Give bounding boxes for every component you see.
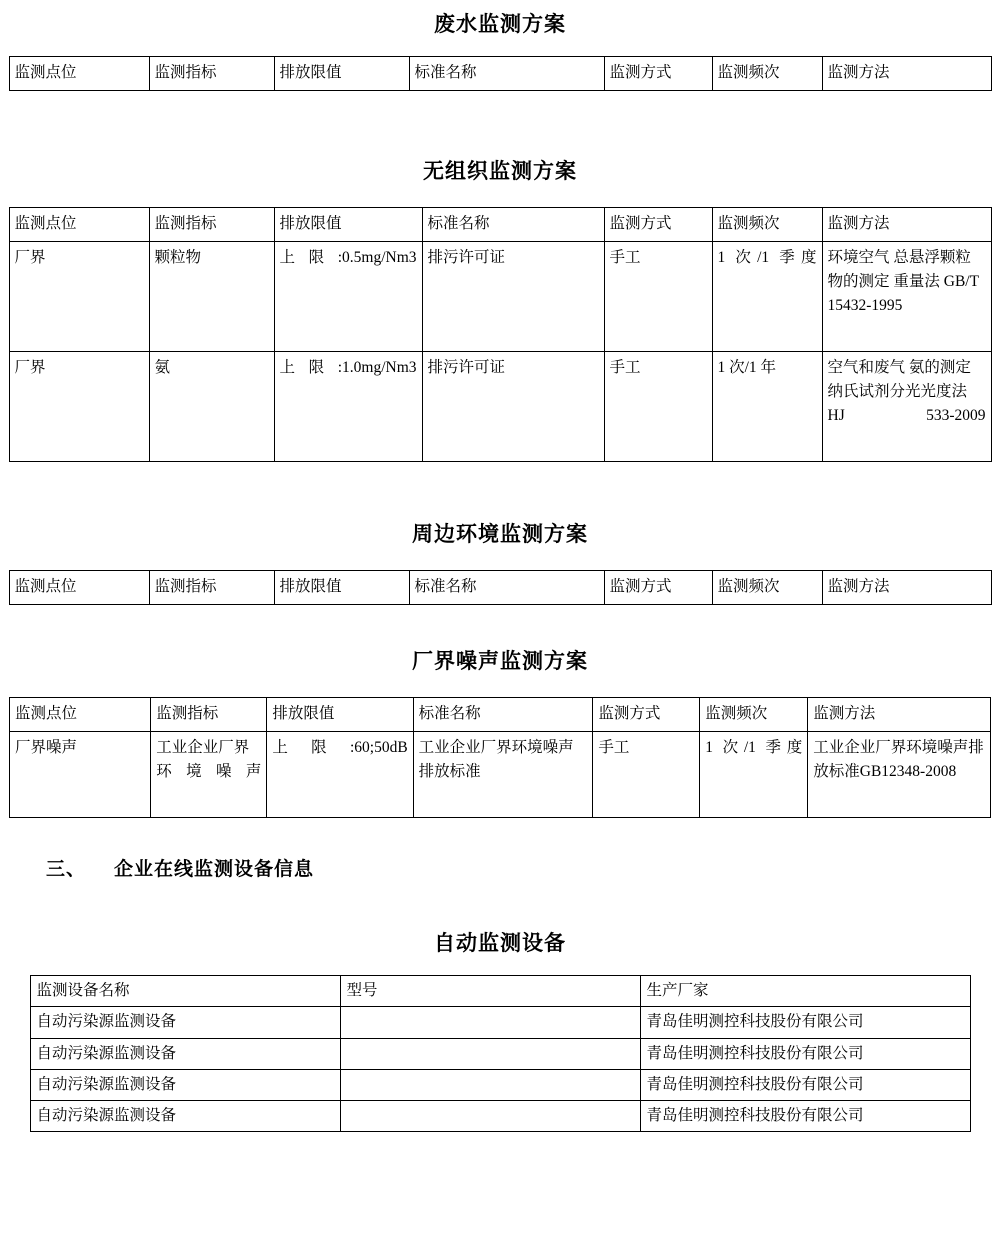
table-header-row: [9, 571, 991, 605]
cell-point: 厂界: [9, 242, 149, 352]
table-header-row: [30, 976, 970, 1007]
cell-limit: 上限:1.0mg/Nm3: [274, 352, 422, 462]
cell-device-manufacturer: 青岛佳明测控科技股份有限公司: [640, 1038, 970, 1069]
heading-text: 企业在线监测设备信息: [114, 859, 315, 881]
table-noise: [9, 697, 991, 818]
table-row: [30, 1038, 970, 1069]
col-header: 型号: [340, 976, 640, 1007]
col-header: 排放限值: [274, 57, 409, 91]
table-row: [9, 242, 991, 352]
col-header: 监测频次: [712, 571, 822, 605]
col-header: 监测方法: [822, 208, 991, 242]
cell-standard: 排污许可证: [422, 352, 604, 462]
col-header: 监测点位: [10, 698, 151, 732]
section-title-auto-equipment: 自动监测设备: [434, 931, 566, 956]
cell-device-manufacturer: 青岛佳明测控科技股份有限公司: [640, 1069, 970, 1100]
cell-indicator: 氨: [149, 352, 274, 462]
col-header: 监测指标: [149, 208, 274, 242]
cell-point: 厂界: [9, 352, 149, 462]
col-header: 监测方式: [593, 698, 700, 732]
cell-device-model: [340, 1101, 640, 1132]
cell-method: 环境空气 总悬浮颗粒物的测定 重量法 GB/T 15432-1995: [822, 242, 991, 352]
col-header: 标准名称: [409, 571, 604, 605]
table-row: [30, 1007, 970, 1038]
heading-number: 三、: [46, 859, 87, 881]
cell-method-type: 手工: [593, 732, 700, 818]
cell-device-model: [340, 1038, 640, 1069]
cell-standard: 排污许可证: [422, 242, 604, 352]
table-header-row: [9, 57, 991, 91]
cell-indicator: 工业企业厂界环境噪声: [151, 732, 267, 818]
col-header: 监测指标: [151, 698, 267, 732]
col-header: 监测频次: [712, 208, 822, 242]
table-row: [30, 1069, 970, 1100]
cell-device-name: 自动污染源监测设备: [30, 1038, 340, 1069]
col-header: 排放限值: [274, 208, 422, 242]
col-header: 监测指标: [149, 57, 274, 91]
cell-limit: 上限:0.5mg/Nm3: [274, 242, 422, 352]
col-header: 标准名称: [409, 57, 604, 91]
heading-online-equipment: [8, 854, 992, 881]
col-header: 监测点位: [9, 208, 149, 242]
col-header: 监测方式: [604, 208, 712, 242]
col-header: 监测指标: [149, 571, 274, 605]
table-row: [9, 352, 991, 462]
col-header: 监测点位: [9, 57, 149, 91]
cell-frequency: 1 次/1 季度: [712, 242, 822, 352]
table-header-row: [10, 698, 991, 732]
col-header: 标准名称: [422, 208, 604, 242]
col-header: 监测方法: [822, 57, 991, 91]
col-header: 监测设备名称: [30, 976, 340, 1007]
col-header: 监测方式: [604, 571, 712, 605]
cell-method: 工业企业厂界环境噪声排放标准GB12348-2008: [808, 732, 991, 818]
table-wastewater: [9, 56, 992, 91]
col-header: 监测方式: [604, 57, 712, 91]
cell-method: 空气和废气 氨的测定 纳氏试剂分光光度法 HJ 533-2009: [822, 352, 991, 462]
col-header: 监测方法: [808, 698, 991, 732]
document-page: [0, 8, 1000, 1235]
section-title-wastewater: 废水监测方案: [434, 12, 566, 36]
cell-point: 厂界噪声: [10, 732, 151, 818]
cell-device-model: [340, 1007, 640, 1038]
cell-device-name: 自动污染源监测设备: [30, 1007, 340, 1038]
cell-frequency: 1 次/1 年: [712, 352, 822, 462]
cell-device-manufacturer: 青岛佳明测控科技股份有限公司: [640, 1007, 970, 1038]
col-header: 生产厂家: [640, 976, 970, 1007]
table-row: [10, 732, 991, 818]
cell-device-name: 自动污染源监测设备: [30, 1101, 340, 1132]
cell-indicator: 颗粒物: [149, 242, 274, 352]
cell-device-name: 自动污染源监测设备: [30, 1069, 340, 1100]
col-header: 监测频次: [712, 57, 822, 91]
cell-limit: 上限:60;50dB: [267, 732, 413, 818]
table-row: [30, 1101, 970, 1132]
table-header-row: [9, 208, 991, 242]
col-header: 监测频次: [700, 698, 808, 732]
cell-device-model: [340, 1069, 640, 1100]
section-title-noise: 厂界噪声监测方案: [412, 649, 588, 674]
section-title-fugitive: 无组织监测方案: [423, 159, 577, 184]
col-header: 监测方法: [822, 571, 991, 605]
table-surrounding: [9, 570, 992, 605]
cell-frequency: 1 次/1 季度: [700, 732, 808, 818]
col-header: 监测点位: [9, 571, 149, 605]
cell-device-manufacturer: 青岛佳明测控科技股份有限公司: [640, 1101, 970, 1132]
cell-standard: 工业企业厂界环境噪声排放标准: [413, 732, 593, 818]
col-header: 标准名称: [413, 698, 593, 732]
col-header: 排放限值: [274, 571, 409, 605]
col-header: 排放限值: [267, 698, 413, 732]
table-fugitive: [9, 207, 992, 462]
cell-method-type: 手工: [604, 242, 712, 352]
table-auto-equipment: [30, 975, 971, 1132]
cell-method-type: 手工: [604, 352, 712, 462]
section-title-surrounding: 周边环境监测方案: [412, 522, 588, 547]
